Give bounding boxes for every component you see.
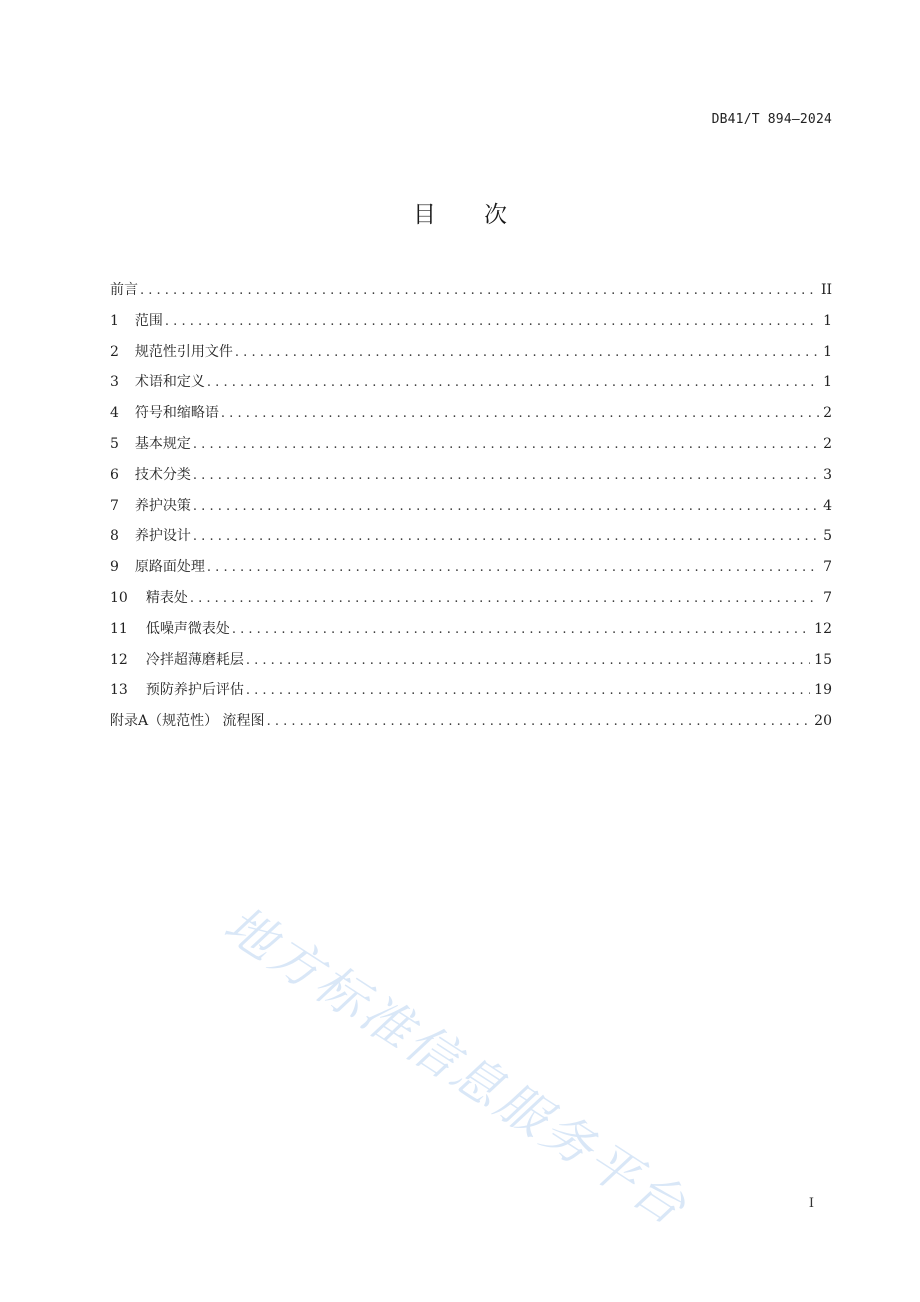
toc-entry-page: II	[820, 282, 832, 298]
toc-entry-label: 附录A（规范性） 流程图	[110, 713, 265, 730]
toc-leader-dots	[190, 588, 819, 610]
toc-entry-page: 1	[823, 312, 832, 329]
toc-entry-number: 2	[110, 343, 119, 360]
toc-entry-label: 养护决策	[134, 497, 191, 514]
toc-entry-label: 范围	[134, 312, 163, 329]
page-title	[0, 196, 920, 229]
toc-leader-dots	[246, 650, 810, 672]
toc-leader-dots	[193, 434, 819, 456]
toc-leader-dots	[221, 403, 819, 425]
toc-leader-dots	[207, 372, 819, 394]
toc-entry-page: 1	[823, 374, 832, 391]
toc-entry-13[interactable]	[110, 679, 832, 710]
toc-entry-label: 基本规定	[134, 435, 191, 452]
toc-entry-11[interactable]	[110, 618, 832, 649]
toc-entry-page: 19	[814, 682, 832, 699]
toc-entry-number: 13	[110, 682, 128, 699]
toc-entry-number: 4	[110, 405, 119, 422]
toc-entry-number: 8	[110, 528, 119, 545]
toc-leader-dots	[232, 619, 810, 641]
toc-leader-dots	[165, 311, 819, 333]
toc-entry-label: 规范性引用文件	[134, 343, 233, 360]
toc-entry-page: 12	[814, 620, 832, 637]
toc-leader-dots	[193, 526, 819, 548]
toc-entry-number: 10	[110, 589, 128, 606]
toc-entry-label: 术语和定义	[134, 374, 205, 391]
toc-leader-dots	[246, 680, 810, 702]
toc-entry-number: 5	[110, 435, 119, 452]
toc-entry-page: 3	[823, 466, 832, 483]
toc-leader-dots	[207, 557, 819, 579]
page-number: I	[808, 1196, 814, 1211]
toc-entry-label: 预防养护后评估	[145, 682, 244, 699]
toc-entry-foreword[interactable]	[110, 279, 832, 310]
toc-entry-page: 2	[823, 405, 832, 422]
toc-entry-label: 技术分类	[134, 466, 191, 483]
toc-leader-dots	[193, 496, 819, 518]
toc-entry-label: 低噪声微表处	[145, 620, 230, 637]
toc-leader-dots	[140, 280, 817, 302]
toc-entry-label: 前言	[110, 282, 138, 298]
toc-entry-5[interactable]	[110, 433, 832, 464]
toc-entry-page: 7	[823, 589, 832, 606]
title-char-2: 次	[484, 202, 507, 228]
toc-entry-9[interactable]	[110, 556, 832, 587]
toc-entry-appendix-a[interactable]	[110, 710, 832, 741]
toc-entry-number: 12	[110, 651, 128, 668]
toc-entry-2[interactable]	[110, 341, 832, 372]
toc-entry-8[interactable]	[110, 525, 832, 556]
toc-entry-page: 5	[823, 528, 832, 545]
toc-entry-label: 原路面处理	[134, 559, 205, 576]
toc-entry-10[interactable]	[110, 587, 832, 618]
toc-entry-label: 精表处	[145, 589, 188, 606]
toc-entry-3[interactable]	[110, 371, 832, 402]
toc-leader-dots	[193, 465, 819, 487]
toc-entry-page: 15	[814, 651, 832, 668]
toc-leader-dots	[235, 342, 819, 364]
toc-entry-page: 4	[823, 497, 832, 514]
toc-entry-number: 1	[110, 312, 119, 329]
toc-entry-6[interactable]	[110, 464, 832, 495]
title-char-1: 目	[413, 202, 436, 228]
document-code: DB41/T 894—2024	[711, 112, 832, 127]
toc-entry-4[interactable]	[110, 402, 832, 433]
toc-entry-label: 符号和缩略语	[134, 405, 219, 422]
toc-entry-number: 11	[110, 620, 128, 637]
toc-entry-1[interactable]	[110, 310, 832, 341]
toc-entry-number: 6	[110, 466, 119, 483]
watermark: 地方标准信息服务平台	[214, 895, 699, 1238]
toc-entry-7[interactable]	[110, 495, 832, 526]
toc-leader-dots	[267, 711, 811, 733]
table-of-contents	[110, 279, 832, 741]
toc-entry-label: 冷拌超薄磨耗层	[145, 651, 244, 668]
toc-entry-number: 3	[110, 374, 119, 391]
toc-entry-12[interactable]	[110, 649, 832, 680]
toc-entry-number: 7	[110, 497, 119, 514]
toc-entry-number: 9	[110, 559, 119, 576]
toc-entry-page: 7	[823, 559, 832, 576]
toc-entry-page: 2	[823, 435, 832, 452]
toc-entry-page: 20	[814, 713, 832, 730]
toc-entry-label: 养护设计	[134, 528, 191, 545]
toc-entry-page: 1	[823, 343, 832, 360]
